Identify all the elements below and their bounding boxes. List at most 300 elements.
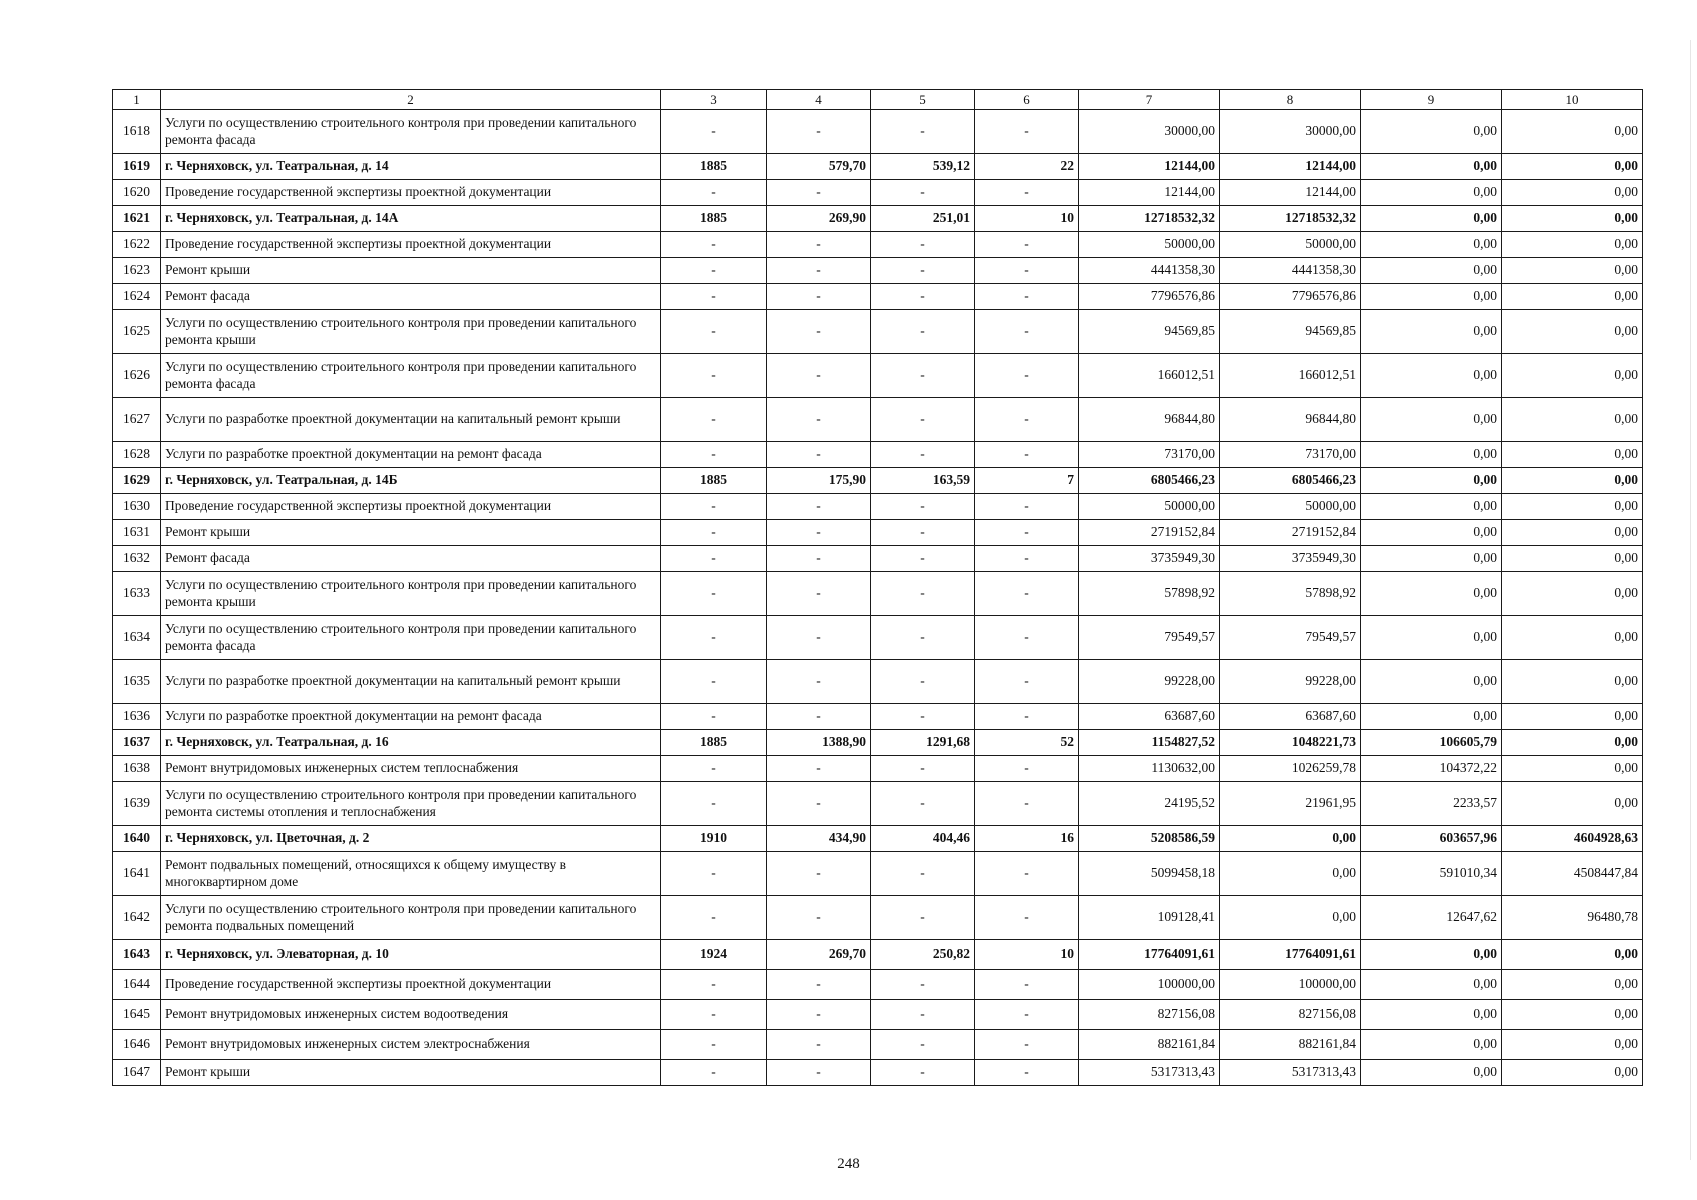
col10-cell: 0,00 <box>1502 1000 1643 1030</box>
table-row <box>113 546 1643 572</box>
col3-cell: - <box>661 110 767 154</box>
col6-cell: - <box>975 284 1079 310</box>
col8-cell: 30000,00 <box>1220 110 1361 154</box>
row-number-cell: 1628 <box>113 442 161 468</box>
col3-cell: - <box>661 354 767 398</box>
row-number-cell: 1640 <box>113 826 161 852</box>
col3-cell: - <box>661 284 767 310</box>
col4-cell: - <box>767 616 871 660</box>
col5-cell: 251,01 <box>871 206 975 232</box>
col9-cell: 0,00 <box>1361 572 1502 616</box>
col8-cell: 4441358,30 <box>1220 258 1361 284</box>
col5-cell: - <box>871 782 975 826</box>
item-name-cell: Ремонт фасада <box>161 546 661 572</box>
col4-cell: - <box>767 110 871 154</box>
col10-cell: 0,00 <box>1502 442 1643 468</box>
col8-cell: 5317313,43 <box>1220 1060 1361 1086</box>
table-row <box>113 1030 1643 1060</box>
col4-cell: - <box>767 520 871 546</box>
col3-cell: 1885 <box>661 730 767 756</box>
item-name-cell: Проведение государственной экспертизы проектной документации <box>161 494 661 520</box>
col9-cell: 0,00 <box>1361 180 1502 206</box>
col8-cell: 99228,00 <box>1220 660 1361 704</box>
col7-cell: 94569,85 <box>1079 310 1220 354</box>
item-name-cell: г. Черняховск, ул. Театральная, д. 16 <box>161 730 661 756</box>
col5-cell: - <box>871 616 975 660</box>
col10-cell: 0,00 <box>1502 660 1643 704</box>
col5-cell: - <box>871 1000 975 1030</box>
col3-cell: - <box>661 398 767 442</box>
table-row <box>113 520 1643 546</box>
item-name-cell: Проведение государственной экспертизы проектной документации <box>161 180 661 206</box>
table-row <box>113 782 1643 826</box>
row-number-cell: 1619 <box>113 154 161 180</box>
col3-cell: - <box>661 704 767 730</box>
col5-cell: - <box>871 180 975 206</box>
item-name-cell: г. Черняховск, ул. Элеваторная, д. 10 <box>161 940 661 970</box>
table-row <box>113 616 1643 660</box>
item-name-cell: Услуги по разработке проектной документации на капитальный ремонт крыши <box>161 398 661 442</box>
col7-cell: 57898,92 <box>1079 572 1220 616</box>
col7-cell: 827156,08 <box>1079 1000 1220 1030</box>
col3-cell: - <box>661 180 767 206</box>
col6-cell: - <box>975 520 1079 546</box>
item-name-cell: Ремонт подвальных помещений, относящихся к общему имуществу в многоквартирном доме <box>161 852 661 896</box>
item-name-cell: Услуги по осуществлению строительного контроля при проведении капитального ремонта крыши <box>161 572 661 616</box>
col5-cell: - <box>871 970 975 1000</box>
col6-cell: - <box>975 1060 1079 1086</box>
col8-cell: 0,00 <box>1220 852 1361 896</box>
row-number-cell: 1629 <box>113 468 161 494</box>
item-name-cell: Услуги по осуществлению строительного контроля при проведении капитального ремонта фасада <box>161 616 661 660</box>
col9-cell: 0,00 <box>1361 468 1502 494</box>
col8-cell: 0,00 <box>1220 826 1361 852</box>
col7-cell: 79549,57 <box>1079 616 1220 660</box>
col9-cell: 0,00 <box>1361 284 1502 310</box>
col9-cell: 0,00 <box>1361 310 1502 354</box>
col4-cell: - <box>767 494 871 520</box>
col6-cell: - <box>975 258 1079 284</box>
col10-cell: 0,00 <box>1502 1030 1643 1060</box>
item-name-cell: Услуги по осуществлению строительного контроля при проведении капитального ремонта подвальных помещений <box>161 896 661 940</box>
col5-cell: - <box>871 284 975 310</box>
col4-cell: - <box>767 398 871 442</box>
col7-cell: 5208586,59 <box>1079 826 1220 852</box>
col9-cell: 591010,34 <box>1361 852 1502 896</box>
col10-cell: 4604928,63 <box>1502 826 1643 852</box>
col5-cell: 539,12 <box>871 154 975 180</box>
item-name-cell: Ремонт внутридомовых инженерных систем электроснабжения <box>161 1030 661 1060</box>
row-number-cell: 1643 <box>113 940 161 970</box>
col8-cell: 50000,00 <box>1220 232 1361 258</box>
row-number-cell: 1641 <box>113 852 161 896</box>
row-number-cell: 1627 <box>113 398 161 442</box>
col6-cell: - <box>975 704 1079 730</box>
table-row <box>113 310 1643 354</box>
col7-cell: 2719152,84 <box>1079 520 1220 546</box>
item-name-cell: Услуги по осуществлению строительного контроля при проведении капитального ремонта фасада <box>161 110 661 154</box>
col3-cell: - <box>661 520 767 546</box>
item-name-cell: Услуги по разработке проектной документации на ремонт фасада <box>161 442 661 468</box>
col10-cell: 0,00 <box>1502 782 1643 826</box>
col6-cell: 7 <box>975 468 1079 494</box>
col8-cell: 7796576,86 <box>1220 284 1361 310</box>
col8-cell: 12144,00 <box>1220 180 1361 206</box>
col10-cell: 0,00 <box>1502 232 1643 258</box>
row-number-cell: 1621 <box>113 206 161 232</box>
row-number-cell: 1622 <box>113 232 161 258</box>
col5-cell: - <box>871 896 975 940</box>
col7-cell: 3735949,30 <box>1079 546 1220 572</box>
col8-cell: 94569,85 <box>1220 310 1361 354</box>
col10-cell: 0,00 <box>1502 258 1643 284</box>
col4-cell: 579,70 <box>767 154 871 180</box>
col6-cell: - <box>975 782 1079 826</box>
col4-cell: - <box>767 1030 871 1060</box>
col8-cell: 63687,60 <box>1220 704 1361 730</box>
col6-cell: - <box>975 180 1079 206</box>
col5-cell: - <box>871 520 975 546</box>
item-name-cell: Ремонт внутридомовых инженерных систем водоотведения <box>161 1000 661 1030</box>
col10-cell: 0,00 <box>1502 284 1643 310</box>
col7-cell: 100000,00 <box>1079 970 1220 1000</box>
col6-cell: - <box>975 354 1079 398</box>
header-cell: 5 <box>871 90 975 110</box>
col9-cell: 0,00 <box>1361 1000 1502 1030</box>
col3-cell: - <box>661 1030 767 1060</box>
col4-cell: - <box>767 284 871 310</box>
col3-cell: - <box>661 896 767 940</box>
col9-cell: 2233,57 <box>1361 782 1502 826</box>
col7-cell: 73170,00 <box>1079 442 1220 468</box>
col4-cell: - <box>767 704 871 730</box>
table-row <box>113 572 1643 616</box>
col10-cell: 0,00 <box>1502 970 1643 1000</box>
col8-cell: 12718532,32 <box>1220 206 1361 232</box>
col4-cell: - <box>767 258 871 284</box>
table-row <box>113 1060 1643 1086</box>
row-number-cell: 1637 <box>113 730 161 756</box>
col6-cell: 16 <box>975 826 1079 852</box>
col4-cell: - <box>767 782 871 826</box>
col6-cell: - <box>975 756 1079 782</box>
col7-cell: 5099458,18 <box>1079 852 1220 896</box>
header-cell: 1 <box>113 90 161 110</box>
item-name-cell: г. Черняховск, ул. Цветочная, д. 2 <box>161 826 661 852</box>
data-table <box>112 89 1643 1086</box>
header-cell: 8 <box>1220 90 1361 110</box>
col8-cell: 96844,80 <box>1220 398 1361 442</box>
col10-cell: 0,00 <box>1502 1060 1643 1086</box>
col10-cell: 0,00 <box>1502 730 1643 756</box>
col6-cell: - <box>975 660 1079 704</box>
col10-cell: 0,00 <box>1502 398 1643 442</box>
col4-cell: 434,90 <box>767 826 871 852</box>
col7-cell: 99228,00 <box>1079 660 1220 704</box>
col9-cell: 0,00 <box>1361 1030 1502 1060</box>
col5-cell: - <box>871 494 975 520</box>
col10-cell: 96480,78 <box>1502 896 1643 940</box>
col7-cell: 30000,00 <box>1079 110 1220 154</box>
col4-cell: - <box>767 756 871 782</box>
col5-cell: - <box>871 660 975 704</box>
col7-cell: 1130632,00 <box>1079 756 1220 782</box>
item-name-cell: Услуги по осуществлению строительного контроля при проведении капитального ремонта крыши <box>161 310 661 354</box>
col8-cell: 100000,00 <box>1220 970 1361 1000</box>
col3-cell: - <box>661 782 767 826</box>
col3-cell: - <box>661 1000 767 1030</box>
col9-cell: 12647,62 <box>1361 896 1502 940</box>
col9-cell: 603657,96 <box>1361 826 1502 852</box>
col6-cell: - <box>975 970 1079 1000</box>
table-row <box>113 354 1643 398</box>
col4-cell: - <box>767 180 871 206</box>
item-name-cell: Услуги по разработке проектной документации на ремонт фасада <box>161 704 661 730</box>
table-body <box>113 90 1643 1086</box>
col9-cell: 0,00 <box>1361 110 1502 154</box>
header-cell: 10 <box>1502 90 1643 110</box>
col7-cell: 17764091,61 <box>1079 940 1220 970</box>
col6-cell: 52 <box>975 730 1079 756</box>
item-name-cell: Ремонт внутридомовых инженерных систем теплоснабжения <box>161 756 661 782</box>
col9-cell: 106605,79 <box>1361 730 1502 756</box>
col10-cell: 0,00 <box>1502 354 1643 398</box>
col7-cell: 50000,00 <box>1079 494 1220 520</box>
col10-cell: 0,00 <box>1502 616 1643 660</box>
header-cell: 4 <box>767 90 871 110</box>
col8-cell: 0,00 <box>1220 896 1361 940</box>
table-row <box>113 730 1643 756</box>
col3-cell: - <box>661 572 767 616</box>
col10-cell: 0,00 <box>1502 520 1643 546</box>
table-header-row <box>113 90 1643 110</box>
col8-cell: 50000,00 <box>1220 494 1361 520</box>
col5-cell: - <box>871 232 975 258</box>
row-number-cell: 1632 <box>113 546 161 572</box>
col9-cell: 0,00 <box>1361 206 1502 232</box>
col9-cell: 0,00 <box>1361 354 1502 398</box>
col8-cell: 6805466,23 <box>1220 468 1361 494</box>
col10-cell: 0,00 <box>1502 310 1643 354</box>
col3-cell: - <box>661 232 767 258</box>
row-number-cell: 1639 <box>113 782 161 826</box>
col10-cell: 4508447,84 <box>1502 852 1643 896</box>
col7-cell: 96844,80 <box>1079 398 1220 442</box>
col9-cell: 0,00 <box>1361 520 1502 546</box>
scan-edge-line <box>1690 40 1691 1160</box>
col4-cell: - <box>767 1060 871 1086</box>
table-row <box>113 180 1643 206</box>
col3-cell: 1885 <box>661 206 767 232</box>
col6-cell: - <box>975 398 1079 442</box>
col3-cell: - <box>661 852 767 896</box>
col9-cell: 0,00 <box>1361 546 1502 572</box>
col6-cell: 22 <box>975 154 1079 180</box>
col3-cell: 1885 <box>661 468 767 494</box>
col7-cell: 4441358,30 <box>1079 258 1220 284</box>
table-row <box>113 232 1643 258</box>
col4-cell: - <box>767 354 871 398</box>
table-row <box>113 756 1643 782</box>
col5-cell: - <box>871 572 975 616</box>
row-number-cell: 1645 <box>113 1000 161 1030</box>
col9-cell: 0,00 <box>1361 704 1502 730</box>
row-number-cell: 1633 <box>113 572 161 616</box>
col7-cell: 109128,41 <box>1079 896 1220 940</box>
col3-cell: 1910 <box>661 826 767 852</box>
item-name-cell: Услуги по осуществлению строительного контроля при проведении капитального ремонта фасада <box>161 354 661 398</box>
col3-cell: - <box>661 310 767 354</box>
col6-cell: - <box>975 616 1079 660</box>
col3-cell: - <box>661 660 767 704</box>
item-name-cell: Ремонт крыши <box>161 1060 661 1086</box>
table-row <box>113 398 1643 442</box>
table-row <box>113 826 1643 852</box>
row-number-cell: 1647 <box>113 1060 161 1086</box>
col5-cell: - <box>871 398 975 442</box>
col9-cell: 0,00 <box>1361 442 1502 468</box>
col6-cell: - <box>975 494 1079 520</box>
col5-cell: - <box>871 1060 975 1086</box>
row-number-cell: 1635 <box>113 660 161 704</box>
col5-cell: 250,82 <box>871 940 975 970</box>
col10-cell: 0,00 <box>1502 546 1643 572</box>
col3-cell: - <box>661 442 767 468</box>
col7-cell: 7796576,86 <box>1079 284 1220 310</box>
col9-cell: 0,00 <box>1361 940 1502 970</box>
col5-cell: - <box>871 258 975 284</box>
header-cell: 6 <box>975 90 1079 110</box>
row-number-cell: 1636 <box>113 704 161 730</box>
row-number-cell: 1634 <box>113 616 161 660</box>
col4-cell: - <box>767 660 871 704</box>
col8-cell: 79549,57 <box>1220 616 1361 660</box>
table-row <box>113 1000 1643 1030</box>
col8-cell: 166012,51 <box>1220 354 1361 398</box>
col5-cell: 404,46 <box>871 826 975 852</box>
col9-cell: 0,00 <box>1361 258 1502 284</box>
col4-cell: - <box>767 896 871 940</box>
col9-cell: 0,00 <box>1361 660 1502 704</box>
item-name-cell: Услуги по осуществлению строительного контроля при проведении капитального ремонта системы отопления и теплоснабжения <box>161 782 661 826</box>
row-number-cell: 1631 <box>113 520 161 546</box>
col4-cell: - <box>767 232 871 258</box>
col10-cell: 0,00 <box>1502 494 1643 520</box>
col9-cell: 0,00 <box>1361 232 1502 258</box>
col6-cell: - <box>975 1000 1079 1030</box>
item-name-cell: Ремонт фасада <box>161 284 661 310</box>
col9-cell: 0,00 <box>1361 1060 1502 1086</box>
item-name-cell: Ремонт крыши <box>161 520 661 546</box>
item-name-cell: г. Черняховск, ул. Театральная, д. 14 <box>161 154 661 180</box>
col10-cell: 0,00 <box>1502 572 1643 616</box>
col9-cell: 0,00 <box>1361 154 1502 180</box>
col6-cell: - <box>975 572 1079 616</box>
row-number-cell: 1623 <box>113 258 161 284</box>
col5-cell: - <box>871 756 975 782</box>
table-row <box>113 896 1643 940</box>
col5-cell: - <box>871 354 975 398</box>
col5-cell: - <box>871 704 975 730</box>
col3-cell: 1885 <box>661 154 767 180</box>
col7-cell: 882161,84 <box>1079 1030 1220 1060</box>
col5-cell: - <box>871 310 975 354</box>
col3-cell: - <box>661 756 767 782</box>
col4-cell: - <box>767 1000 871 1030</box>
col8-cell: 21961,95 <box>1220 782 1361 826</box>
table-row <box>113 852 1643 896</box>
col7-cell: 12144,00 <box>1079 154 1220 180</box>
item-name-cell: Услуги по разработке проектной документации на капитальный ремонт крыши <box>161 660 661 704</box>
col4-cell: - <box>767 572 871 616</box>
col4-cell: - <box>767 442 871 468</box>
col6-cell: - <box>975 110 1079 154</box>
col4-cell: - <box>767 852 871 896</box>
row-number-cell: 1644 <box>113 970 161 1000</box>
row-number-cell: 1620 <box>113 180 161 206</box>
col8-cell: 827156,08 <box>1220 1000 1361 1030</box>
col7-cell: 5317313,43 <box>1079 1060 1220 1086</box>
col7-cell: 166012,51 <box>1079 354 1220 398</box>
col3-cell: - <box>661 546 767 572</box>
table-row <box>113 284 1643 310</box>
col7-cell: 24195,52 <box>1079 782 1220 826</box>
col8-cell: 1048221,73 <box>1220 730 1361 756</box>
col6-cell: - <box>975 1030 1079 1060</box>
col6-cell: - <box>975 546 1079 572</box>
col3-cell: - <box>661 494 767 520</box>
table-row <box>113 970 1643 1000</box>
col10-cell: 0,00 <box>1502 180 1643 206</box>
col8-cell: 3735949,30 <box>1220 546 1361 572</box>
col8-cell: 1026259,78 <box>1220 756 1361 782</box>
col4-cell: - <box>767 546 871 572</box>
col5-cell: 1291,68 <box>871 730 975 756</box>
col7-cell: 63687,60 <box>1079 704 1220 730</box>
col9-cell: 0,00 <box>1361 970 1502 1000</box>
header-cell: 7 <box>1079 90 1220 110</box>
row-number-cell: 1638 <box>113 756 161 782</box>
col8-cell: 73170,00 <box>1220 442 1361 468</box>
row-number-cell: 1624 <box>113 284 161 310</box>
col8-cell: 882161,84 <box>1220 1030 1361 1060</box>
col4-cell: 175,90 <box>767 468 871 494</box>
col5-cell: 163,59 <box>871 468 975 494</box>
table-row <box>113 704 1643 730</box>
item-name-cell: г. Черняховск, ул. Театральная, д. 14А <box>161 206 661 232</box>
col8-cell: 2719152,84 <box>1220 520 1361 546</box>
col5-cell: - <box>871 442 975 468</box>
col10-cell: 0,00 <box>1502 704 1643 730</box>
col7-cell: 1154827,52 <box>1079 730 1220 756</box>
col3-cell: - <box>661 1060 767 1086</box>
col4-cell: - <box>767 310 871 354</box>
col9-cell: 104372,22 <box>1361 756 1502 782</box>
row-number-cell: 1626 <box>113 354 161 398</box>
header-cell: 2 <box>161 90 661 110</box>
row-number-cell: 1625 <box>113 310 161 354</box>
col3-cell: 1924 <box>661 940 767 970</box>
col6-cell: 10 <box>975 940 1079 970</box>
col9-cell: 0,00 <box>1361 494 1502 520</box>
col6-cell: - <box>975 232 1079 258</box>
table-row <box>113 258 1643 284</box>
col8-cell: 17764091,61 <box>1220 940 1361 970</box>
col7-cell: 12144,00 <box>1079 180 1220 206</box>
table-row <box>113 206 1643 232</box>
col9-cell: 0,00 <box>1361 616 1502 660</box>
table-row <box>113 940 1643 970</box>
